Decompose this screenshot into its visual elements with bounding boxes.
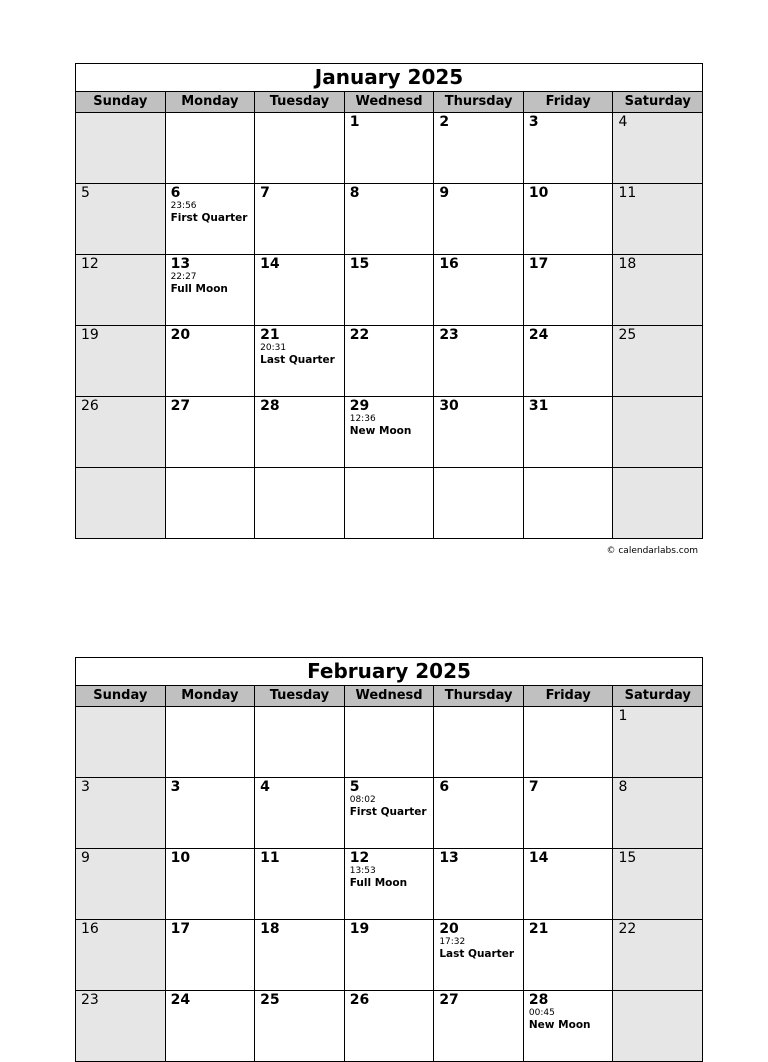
weekday-label: Wednesd [344, 92, 434, 112]
moon-phase-label: Full Moon [349, 877, 408, 889]
day-cell[interactable] [433, 397, 523, 467]
day-cell[interactable] [165, 991, 255, 1061]
moon-phase-label: Last Quarter [439, 948, 514, 960]
day-cell[interactable] [76, 184, 165, 254]
day-cell[interactable] [254, 255, 344, 325]
day-cell[interactable] [612, 397, 702, 467]
day-cell[interactable] [612, 255, 702, 325]
day-number: 15 [349, 256, 370, 272]
day-number: 19 [349, 921, 370, 937]
day-cell[interactable] [344, 849, 434, 919]
day-cell[interactable] [433, 707, 523, 777]
weekday-header [76, 91, 702, 112]
day-cell[interactable] [344, 468, 434, 538]
day-cell[interactable] [76, 397, 165, 467]
day-number: 11 [618, 185, 637, 201]
day-cell[interactable] [523, 255, 613, 325]
day-cell[interactable] [344, 920, 434, 990]
day-cell[interactable] [612, 778, 702, 848]
day-number: 21 [260, 327, 280, 343]
day-cell[interactable] [254, 113, 344, 183]
day-number: 23 [81, 992, 99, 1008]
week-row [76, 396, 702, 467]
day-cell[interactable] [254, 920, 344, 990]
day-number: 3 [81, 779, 90, 795]
weekday-label: Monday [165, 686, 255, 706]
day-number: 8 [349, 185, 360, 201]
day-number: 15 [618, 850, 637, 866]
weekday-label: Friday [523, 686, 613, 706]
weekday-label: Tuesday [254, 686, 344, 706]
day-number: 14 [260, 256, 280, 272]
day-cell[interactable] [344, 326, 434, 396]
day-cell[interactable] [76, 468, 165, 538]
week-row [76, 990, 702, 1061]
day-number: 9 [439, 185, 450, 201]
day-number: 5 [349, 779, 360, 795]
day-cell[interactable] [165, 113, 255, 183]
day-cell[interactable] [523, 113, 613, 183]
week-row [76, 848, 702, 919]
day-number: 7 [260, 185, 270, 201]
day-number: 16 [439, 256, 459, 272]
day-cell[interactable] [254, 991, 344, 1061]
day-cell[interactable] [254, 849, 344, 919]
day-number: 28 [528, 992, 549, 1008]
day-number: 4 [260, 779, 270, 795]
day-cell[interactable] [612, 849, 702, 919]
weekday-label: Wednesd [344, 686, 434, 706]
day-cell[interactable] [433, 991, 523, 1061]
day-number: 30 [439, 398, 459, 414]
day-number: 4 [618, 114, 628, 130]
day-cell[interactable] [165, 920, 255, 990]
day-cell[interactable] [254, 326, 344, 396]
day-number: 13 [170, 256, 191, 272]
day-cell[interactable] [344, 778, 434, 848]
day-number: 18 [260, 921, 280, 937]
day-cell[interactable] [433, 920, 523, 990]
day-number: 8 [618, 779, 628, 795]
day-cell[interactable] [612, 184, 702, 254]
day-cell[interactable] [165, 468, 255, 538]
day-number: 18 [618, 256, 637, 272]
week-row [76, 706, 702, 777]
day-number: 19 [81, 327, 99, 343]
weekday-label: Thursday [433, 686, 523, 706]
moon-phase-time: 00:45 [528, 1008, 555, 1018]
moon-phase-time: 20:31 [260, 343, 287, 353]
day-cell[interactable] [433, 849, 523, 919]
day-cell[interactable] [612, 326, 702, 396]
day-number: 25 [618, 327, 637, 343]
day-cell[interactable] [76, 778, 165, 848]
day-cell[interactable] [165, 184, 255, 254]
moon-phase-time: 22:27 [170, 272, 197, 282]
day-number: 12 [349, 850, 370, 866]
day-number: 10 [528, 185, 549, 201]
day-cell[interactable] [433, 255, 523, 325]
day-number: 3 [170, 779, 181, 795]
day-cell[interactable] [76, 920, 165, 990]
day-cell[interactable] [76, 255, 165, 325]
day-cell[interactable] [433, 184, 523, 254]
moon-phase-label: Full Moon [170, 283, 228, 295]
day-number: 6 [170, 185, 181, 201]
day-cell[interactable] [76, 113, 165, 183]
moon-phase-label: New Moon [349, 425, 412, 437]
day-number: 24 [170, 992, 191, 1008]
day-number: 23 [439, 327, 459, 343]
day-number: 17 [170, 921, 191, 937]
week-row [76, 919, 702, 990]
day-cell[interactable] [523, 468, 613, 538]
moon-phase-time: 08:02 [349, 795, 376, 805]
day-number: 5 [81, 185, 90, 201]
day-number: 1 [618, 708, 628, 724]
day-cell[interactable] [165, 397, 255, 467]
day-cell[interactable] [76, 707, 165, 777]
weekday-label: Friday [523, 92, 613, 112]
day-number: 2 [439, 114, 450, 130]
day-cell[interactable] [165, 707, 255, 777]
day-number: 12 [81, 256, 99, 272]
day-number: 1 [349, 114, 360, 130]
day-cell[interactable] [523, 184, 613, 254]
day-cell[interactable] [523, 397, 613, 467]
week-row [76, 112, 702, 183]
day-cell[interactable] [344, 991, 434, 1061]
day-number: 25 [260, 992, 280, 1008]
moon-phase-label: First Quarter [349, 806, 427, 818]
week-row [76, 183, 702, 254]
day-number: 20 [439, 921, 459, 937]
month-title: February 2025 [307, 659, 471, 683]
day-cell[interactable] [523, 707, 613, 777]
day-number: 31 [528, 398, 549, 414]
moon-phase-time: 23:56 [170, 201, 197, 211]
day-number: 10 [170, 850, 191, 866]
day-cell[interactable] [344, 397, 434, 467]
day-number: 3 [528, 114, 539, 130]
day-cell[interactable] [76, 849, 165, 919]
day-cell[interactable] [523, 849, 613, 919]
day-cell[interactable] [254, 468, 344, 538]
day-cell[interactable] [523, 991, 613, 1061]
day-cell[interactable] [165, 255, 255, 325]
day-number: 27 [439, 992, 459, 1008]
day-cell[interactable] [165, 849, 255, 919]
day-cell[interactable] [523, 326, 613, 396]
day-number: 9 [81, 850, 90, 866]
calendar-january [75, 63, 703, 539]
day-cell[interactable] [433, 778, 523, 848]
weekday-label: Sunday [93, 94, 148, 109]
day-number: 20 [170, 327, 191, 343]
weekday-label: Monday [165, 92, 255, 112]
day-number: 11 [260, 850, 280, 866]
weekday-label: Sunday [93, 688, 148, 703]
moon-phase-label: New Moon [528, 1019, 591, 1031]
weekday-label: Saturday [612, 92, 702, 112]
day-number: 27 [170, 398, 191, 414]
day-number: 24 [528, 327, 549, 343]
day-cell[interactable] [344, 113, 434, 183]
weekday-label: Tuesday [254, 92, 344, 112]
month-title: January 2025 [314, 65, 464, 89]
moon-phase-time: 13:53 [349, 866, 376, 876]
weekday-label: Saturday [612, 686, 702, 706]
day-cell[interactable] [612, 707, 702, 777]
day-cell[interactable] [76, 991, 165, 1061]
day-cell[interactable] [254, 778, 344, 848]
day-cell[interactable] [523, 920, 613, 990]
day-number: 21 [528, 921, 549, 937]
moon-phase-label: First Quarter [170, 212, 248, 224]
weekday-label: Thursday [433, 92, 523, 112]
day-cell[interactable] [612, 991, 702, 1061]
day-cell[interactable] [344, 707, 434, 777]
day-cell[interactable] [433, 326, 523, 396]
day-cell[interactable] [165, 778, 255, 848]
day-cell[interactable] [254, 184, 344, 254]
credit-text[interactable]: © calendarlabs.com [606, 546, 698, 556]
week-row [76, 325, 702, 396]
day-number: 26 [349, 992, 370, 1008]
day-number: 7 [528, 779, 539, 795]
week-row [76, 467, 702, 538]
day-cell[interactable] [433, 113, 523, 183]
day-number: 22 [349, 327, 370, 343]
moon-phase-label: Last Quarter [260, 354, 335, 366]
day-cell[interactable] [344, 255, 434, 325]
day-number: 26 [81, 398, 99, 414]
moon-phase-time: 12:36 [349, 414, 376, 424]
week-row [76, 254, 702, 325]
day-cell[interactable] [165, 326, 255, 396]
moon-phase-time: 17:32 [439, 937, 466, 947]
calendar-february [75, 657, 703, 1062]
day-cell[interactable] [254, 707, 344, 777]
day-number: 28 [260, 398, 280, 414]
day-number: 16 [81, 921, 99, 937]
day-cell[interactable] [344, 184, 434, 254]
weekday-header [76, 685, 702, 706]
day-cell[interactable] [612, 468, 702, 538]
day-number: 13 [439, 850, 459, 866]
day-number: 17 [528, 256, 549, 272]
day-cell[interactable] [76, 326, 165, 396]
day-cell[interactable] [523, 778, 613, 848]
week-row [76, 777, 702, 848]
day-number: 6 [439, 779, 450, 795]
day-cell[interactable] [254, 397, 344, 467]
day-cell[interactable] [612, 920, 702, 990]
day-number: 29 [349, 398, 370, 414]
day-cell[interactable] [433, 468, 523, 538]
day-cell[interactable] [612, 113, 702, 183]
day-number: 14 [528, 850, 549, 866]
day-number: 22 [618, 921, 637, 937]
